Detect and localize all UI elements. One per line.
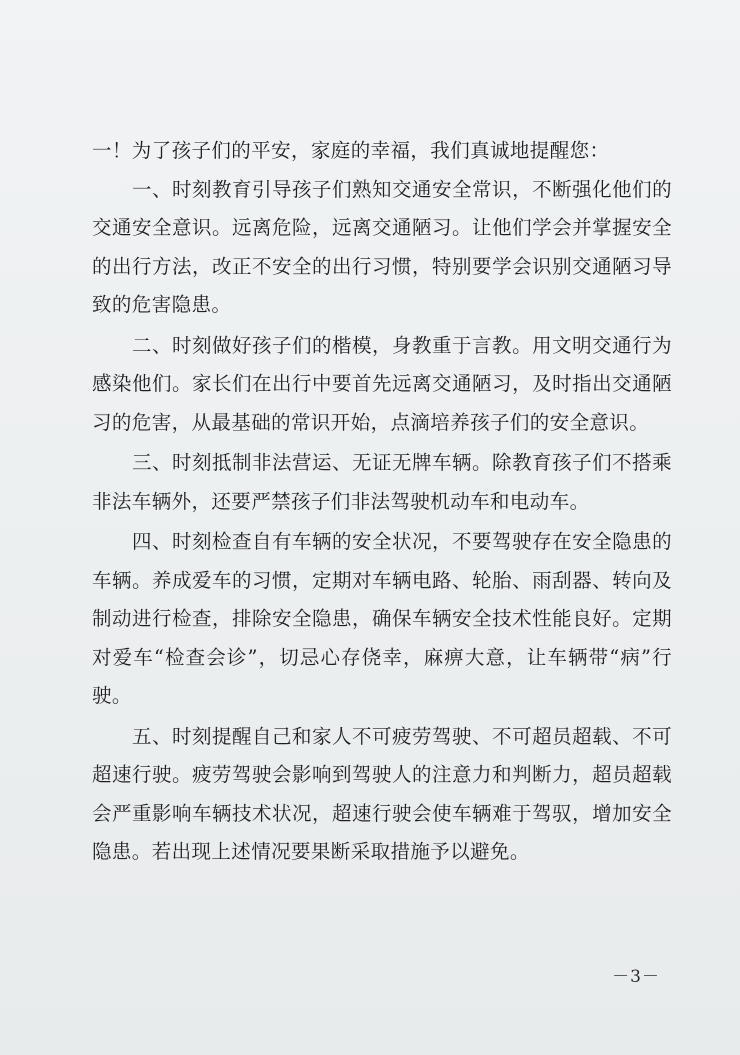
intro-line: 一！为了孩子们的平安，家庭的幸福，我们真诚地提醒您： [92,139,610,162]
page-number: －3－ [612,967,660,987]
paragraph-5: 五、时刻提醒自己和家人不可疲劳驾驶、不可超员超载、不可超速行驶。疲劳驾驶会影响到驾驶人的注意力和判断力，超员超载会严重影响车辆技术状况，超速行驶会使车辆难于驾驭，增加安全隐患。若出现上述情况要果断采取措施予以避免。 [92,724,672,863]
paragraph-1: 一、时刻教育引导孩子们熟知交通安全常识，不断强化他们的交通安全意识。远离危险，远离交通陋习。让他们学会并掌握安全的出行方法，改正不安全的出行习惯，特别要学会识别交通陋习导致的危害隐患。 [92,177,672,316]
document-body [92,132,672,872]
paragraph-3: 三、时刻抵制非法营运、无证无牌车辆。除教育孩子们不搭乘非法车辆外，还要严禁孩子们非法驾驶机动车和电动车。 [92,451,672,513]
paragraph-4: 四、时刻检查自有车辆的安全状况，不要驾驶存在安全隐患的车辆。养成爱车的习惯，定期对车辆电路、轮胎、雨刮器、转向及制动进行检查，排除安全隐患，确保车辆安全技术性能良好。定期对爱车“检查会诊”，切忌心存侥幸，麻痹大意，让车辆带“病”行驶。 [92,530,672,707]
paragraph-2: 二、时刻做好孩子们的楷模，身教重于言教。用文明交通行为感染他们。家长们在出行中要首先远离交通陋习，及时指出交通陋习的危害，从最基础的常识开始，点滴培养孩子们的安全意识。 [92,333,672,434]
